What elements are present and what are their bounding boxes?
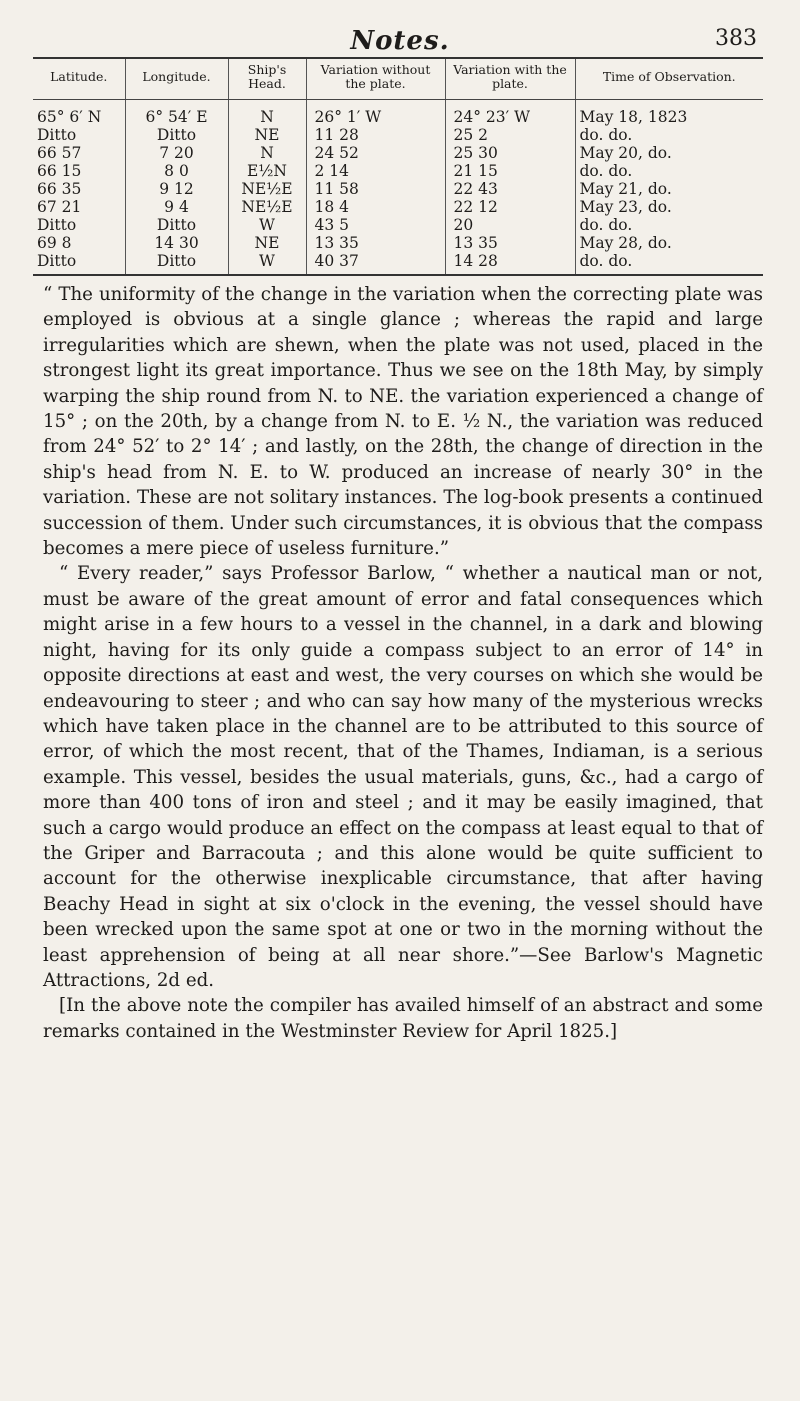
variation-with-plate-cell: 14 28 (445, 252, 575, 275)
table-row (33, 234, 763, 252)
longitude-cell: 9 12 (125, 180, 228, 198)
longitude-cell: Ditto (125, 216, 228, 234)
running-title: Notes. (350, 26, 450, 56)
column-header-latitude: Latitude. (33, 58, 125, 100)
ships-head-cell: NE (228, 126, 306, 144)
editorial-note-paragraph: [In the above note the compiler has availed himself of an abstract and some remarks contained in the Westminster Review for April 1825.] (43, 995, 763, 1042)
observation-time-cell: do. do. (579, 252, 633, 270)
ships-head-cell: N (228, 144, 306, 162)
variation-with-plate-cell: 25 2 (445, 126, 575, 144)
table-row (33, 216, 763, 234)
variation-without-plate-cell: 2 14 (306, 162, 445, 180)
ships-head-cell: W (228, 216, 306, 234)
ships-head-cell: NE (228, 234, 306, 252)
observation-time-cell: May 18, 1823 (579, 108, 688, 126)
variation-without-plate-cell: 13 35 (306, 234, 445, 252)
latitude-cell: 65° 6′ N (33, 100, 125, 127)
variation-with-plate-cell: 25 30 (445, 144, 575, 162)
longitude-cell: Ditto (125, 252, 228, 275)
latitude-cell: Ditto (33, 216, 125, 234)
latitude-cell: 66 35 (33, 180, 125, 198)
latitude-cell: 66 15 (33, 162, 125, 180)
variation-without-plate-cell: 11 28 (306, 126, 445, 144)
variation-without-plate-cell: 11 58 (306, 180, 445, 198)
variation-with-plate-cell: 20 (445, 216, 575, 234)
observation-time-cell: May 23, do. (579, 198, 672, 216)
variation-without-plate-cell: 43 5 (306, 216, 445, 234)
observation-time-cell: May 21, do. (579, 180, 672, 198)
table-row (33, 100, 763, 127)
column-header-time-of-observation: Time of Observation. (575, 58, 763, 100)
observation-time-cell: May 20, do. (579, 144, 672, 162)
ships-head-cell: E½N (228, 162, 306, 180)
variation-without-plate-cell: 24 52 (306, 144, 445, 162)
longitude-cell: 9 4 (125, 198, 228, 216)
longitude-cell: Ditto (125, 126, 228, 144)
body-text (43, 282, 763, 1044)
table-row (33, 126, 763, 144)
column-header-variation-with-plate: Variation with the plate. (445, 58, 575, 100)
latitude-cell: 69 8 (33, 234, 125, 252)
quote-paragraph-uniformity: “ The uniformity of the change in the variation when the correcting plate was employed is obvious at a single glance ; whereas the rapid and large irregularities which are shewn, when the plate was not used, placed in the strongest light its great importance. Thus we see on the 18th May, by simply warping the ship round from N. to NE. the variation experienced a change of 15° ; on the 20th, by a change from N. to E. ½ N., the variation was reduced from 24° 52′ to 2° 14′ ; and lastly, on the 28th, the change of direction in the ship's head from N. E. to W. produced an increase of nearly 30° in the variation. These are not solitary instances. The log-book presents a continued succession of them. Under such circumstances, it is obvious that the compass becomes a mere piece of useless furniture.” (43, 284, 763, 560)
latitude-cell: 67 21 (33, 198, 125, 216)
observation-time-cell: do. do. (579, 126, 633, 144)
variation-with-plate-cell: 22 12 (445, 198, 575, 216)
variation-without-plate-cell: 26° 1′ W (306, 100, 445, 127)
ships-head-cell: W (228, 252, 306, 275)
observation-time-cell: do. do. (579, 162, 633, 180)
table-row (33, 162, 763, 180)
variation-without-plate-cell: 18 4 (306, 198, 445, 216)
column-header-variation-without-plate: Variation without the plate. (306, 58, 445, 100)
variation-without-plate-cell: 40 37 (306, 252, 445, 275)
longitude-cell: 6° 54′ E (125, 100, 228, 127)
variation-with-plate-cell: 21 15 (445, 162, 575, 180)
latitude-cell: Ditto (33, 252, 125, 275)
latitude-cell: 66 57 (33, 144, 125, 162)
table-row (33, 198, 763, 216)
quote-paragraph-barlow: “ Every reader,” says Professor Barlow, “ whether a nautical man or not, must be aware of the great amount of error and fatal consequences which might arise in a few hours to a vessel in the channel, in a dark and blowing night, having for its only guide a compass subject to an error of 14° in opposite directions at east and west, the very courses on which she would be endeavouring to steer ; and who can say how many of the mysterious wrecks which have taken place in the channel are to be attributed to this source of error, of which the most recent, that of the Thames, Indiaman, is a serious example. This vessel, besides the usual materials, guns, &c., had a cargo of more than 400 tons of iron and steel ; and it may be easily imagined, that such a cargo would produce an effect on the compass at least equal to that of the Griper and Barracouta ; and this alone would be quite sufficient to account for the otherwise inexplicable circumstance, that after having Beachy Head in sight at six o'clock in the evening, the vessel should have been wrecked upon the same spot at one or two in the morning without the least apprehension of being at all near shore.”—See Barlow's Magnetic Attractions, 2d ed. (43, 563, 763, 991)
variation-with-plate-cell: 13 35 (445, 234, 575, 252)
ships-head-cell: NE½E (228, 180, 306, 198)
latitude-cell: Ditto (33, 126, 125, 144)
table-row (33, 144, 763, 162)
longitude-cell: 14 30 (125, 234, 228, 252)
observation-time-cell: May 28, do. (579, 234, 672, 252)
ships-head-cell: N (228, 100, 306, 127)
ships-head-cell: NE½E (228, 198, 306, 216)
table-row (33, 252, 763, 275)
column-header-ships-head: Ship's Head. (228, 58, 306, 100)
page-number: 383 (715, 26, 757, 51)
variation-table (33, 57, 763, 276)
table-header-row (33, 58, 763, 100)
longitude-cell: 8 0 (125, 162, 228, 180)
variation-with-plate-cell: 22 43 (445, 180, 575, 198)
column-header-longitude: Longitude. (125, 58, 228, 100)
observation-time-cell: do. do. (579, 216, 633, 234)
longitude-cell: 7 20 (125, 144, 228, 162)
variation-with-plate-cell: 24° 23′ W (445, 100, 575, 127)
table-row (33, 180, 763, 198)
